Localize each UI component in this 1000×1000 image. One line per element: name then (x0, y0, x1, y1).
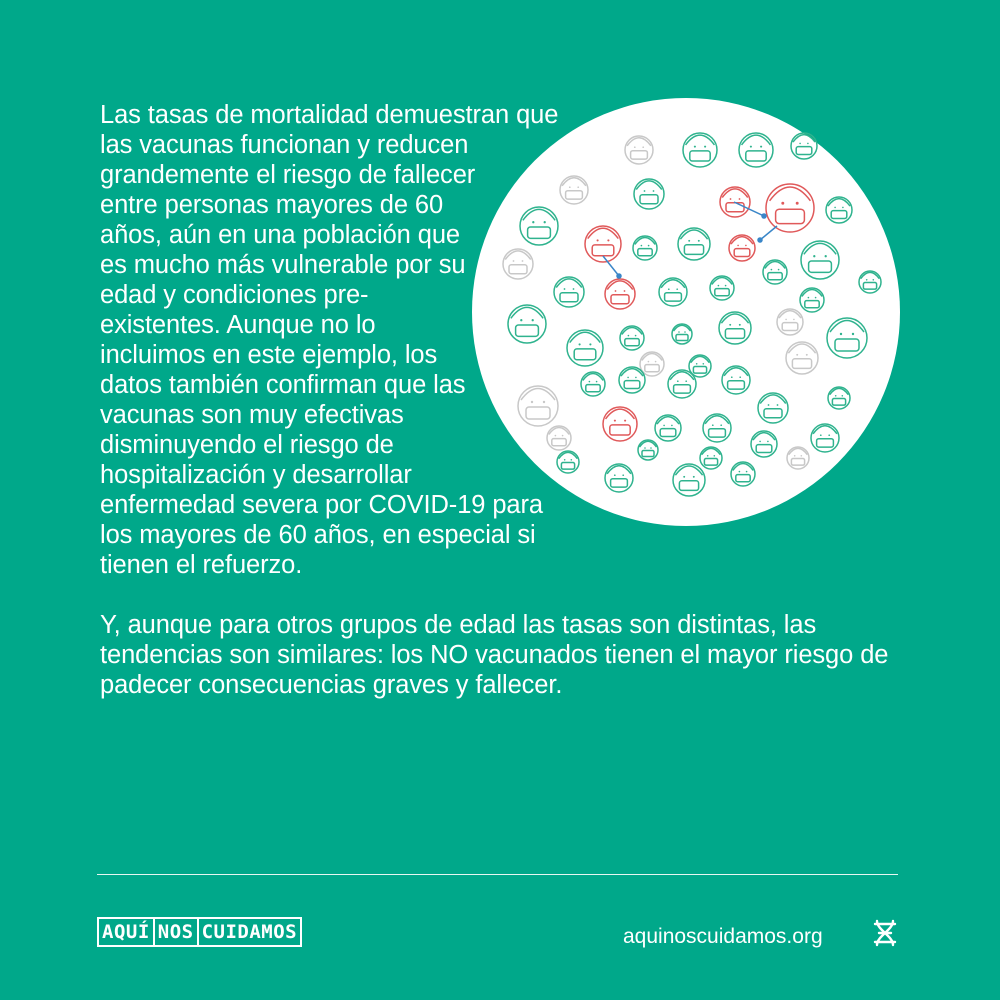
face-eye (739, 198, 741, 200)
face-eye (825, 255, 827, 257)
logo-word: AQUÍ (102, 921, 150, 943)
face-eye (720, 424, 722, 426)
face-eye (739, 324, 741, 326)
face-eye (746, 471, 748, 473)
face-eye (634, 146, 636, 148)
face-eye (739, 376, 741, 378)
face-eye (712, 424, 714, 426)
face-eye (635, 335, 637, 337)
face-eye (627, 377, 629, 379)
face-eye (704, 146, 706, 148)
face-eye (718, 285, 720, 287)
logo-word: NOS (153, 919, 197, 945)
face-eye (615, 290, 617, 292)
face-eye (668, 288, 670, 290)
face-eye (796, 202, 799, 205)
face-eye (739, 471, 741, 473)
logo-word: CUIDAMOS (197, 919, 301, 945)
face-eye (759, 441, 761, 443)
brand-logo (97, 917, 302, 947)
paragraph-mortality: Las tasas de mortalidad demuestran que las vacunas funcionan y reducen grandemente el riesgo de fallecer entre personas mayores de 60 años, aún en una población que es mucho más vulnerable por su edad y condiciones pre-existentes. Aunque no lo incluimos en este ejemplo, los datos también confirman que las vacunas son muy efectivas disminuyendo el riesgo de hospitalización y desarrollar enfermedad severa por COVID-19 para los mayores de 60 años, en especial si tienen el refuerzo. (100, 101, 559, 579)
face-eye (562, 435, 564, 437)
face-eye (564, 459, 566, 461)
face-eye (796, 354, 798, 356)
face-eye (731, 376, 733, 378)
face-eye (873, 279, 875, 281)
face-eye (808, 297, 810, 299)
face-eye (628, 335, 630, 337)
face-eye (714, 455, 716, 457)
face-eye (571, 459, 573, 461)
arrow-head (617, 274, 621, 278)
face-eye (589, 381, 591, 383)
face-eye (655, 361, 657, 363)
face-eye (522, 260, 524, 262)
face-eye (785, 319, 787, 321)
face-eye (760, 146, 762, 148)
face-eye (543, 401, 545, 403)
face-eye (614, 474, 616, 476)
face-eye (683, 476, 685, 478)
face-eye (696, 363, 698, 365)
face-eye (641, 245, 643, 247)
face-eye (794, 455, 796, 457)
face-eye (555, 435, 557, 437)
face-eye (577, 186, 579, 188)
face-eye (842, 395, 844, 397)
face-eye (644, 190, 646, 192)
face-eye (684, 331, 686, 333)
illustration-circle-background (472, 98, 900, 526)
face-eye (745, 245, 747, 247)
face-eye (852, 333, 854, 335)
face-eye (650, 447, 652, 449)
face-eye (806, 354, 808, 356)
face-eye (596, 381, 598, 383)
face-eye (564, 288, 566, 290)
face-eye (807, 143, 809, 145)
dna-icon (870, 918, 900, 948)
face-eye (635, 377, 637, 379)
face-eye (685, 380, 687, 382)
face-eye (678, 331, 680, 333)
arrow-head (758, 238, 762, 242)
face-eye (622, 474, 624, 476)
face-eye (828, 434, 830, 436)
face-eye (842, 207, 844, 209)
face-eye (569, 186, 571, 188)
face-eye (642, 146, 644, 148)
face-eye (707, 455, 709, 457)
face-eye (729, 324, 731, 326)
face-eye (834, 207, 836, 209)
face-eye (614, 420, 616, 422)
face-eye (579, 343, 581, 345)
face-eye (703, 363, 705, 365)
face-eye (589, 343, 591, 345)
face-eye (676, 288, 678, 290)
arrow-head (762, 214, 766, 218)
face-eye (663, 425, 665, 427)
face-eye (624, 420, 626, 422)
face-eye (767, 441, 769, 443)
face-eye (513, 260, 515, 262)
face-eye (648, 245, 650, 247)
face-eye (793, 319, 795, 321)
face-eye (624, 290, 626, 292)
face-eye (532, 319, 534, 321)
footer-divider (97, 874, 898, 875)
paragraph-age-groups: Y, aunque para otros grupos de edad las tasas son distintas, las tendencias son similares: los NO vacunados tienen el mayor riesgo de padecer consecuencias graves y fallecer. (100, 611, 889, 699)
crowd-of-masked-faces-illustration (472, 98, 900, 526)
face-eye (698, 240, 700, 242)
face-eye (653, 190, 655, 192)
face-eye (813, 255, 815, 257)
face-eye (771, 269, 773, 271)
face-eye (781, 202, 784, 205)
face-eye (750, 146, 752, 148)
face-eye (820, 434, 822, 436)
face-eye (725, 285, 727, 287)
face-eye (520, 319, 522, 321)
face-eye (644, 447, 646, 449)
face-eye (730, 198, 732, 200)
face-eye (835, 395, 837, 397)
face-eye (532, 221, 534, 223)
face-eye (607, 239, 609, 241)
face-eye (840, 333, 842, 335)
face-eye (573, 288, 575, 290)
face-eye (768, 404, 770, 406)
face-eye (531, 401, 533, 403)
face-eye (737, 245, 739, 247)
face-eye (866, 279, 868, 281)
face-eye (677, 380, 679, 382)
face-eye (777, 404, 779, 406)
face-eye (694, 146, 696, 148)
face-eye (799, 143, 801, 145)
face-eye (648, 361, 650, 363)
face-eye (801, 455, 803, 457)
face-eye (688, 240, 690, 242)
face-eye (597, 239, 599, 241)
website-link[interactable]: aquinoscuidamos.org (623, 925, 823, 948)
face-eye (815, 297, 817, 299)
face-eye (693, 476, 695, 478)
face-eye (544, 221, 546, 223)
face-eye (778, 269, 780, 271)
face-eye (671, 425, 673, 427)
